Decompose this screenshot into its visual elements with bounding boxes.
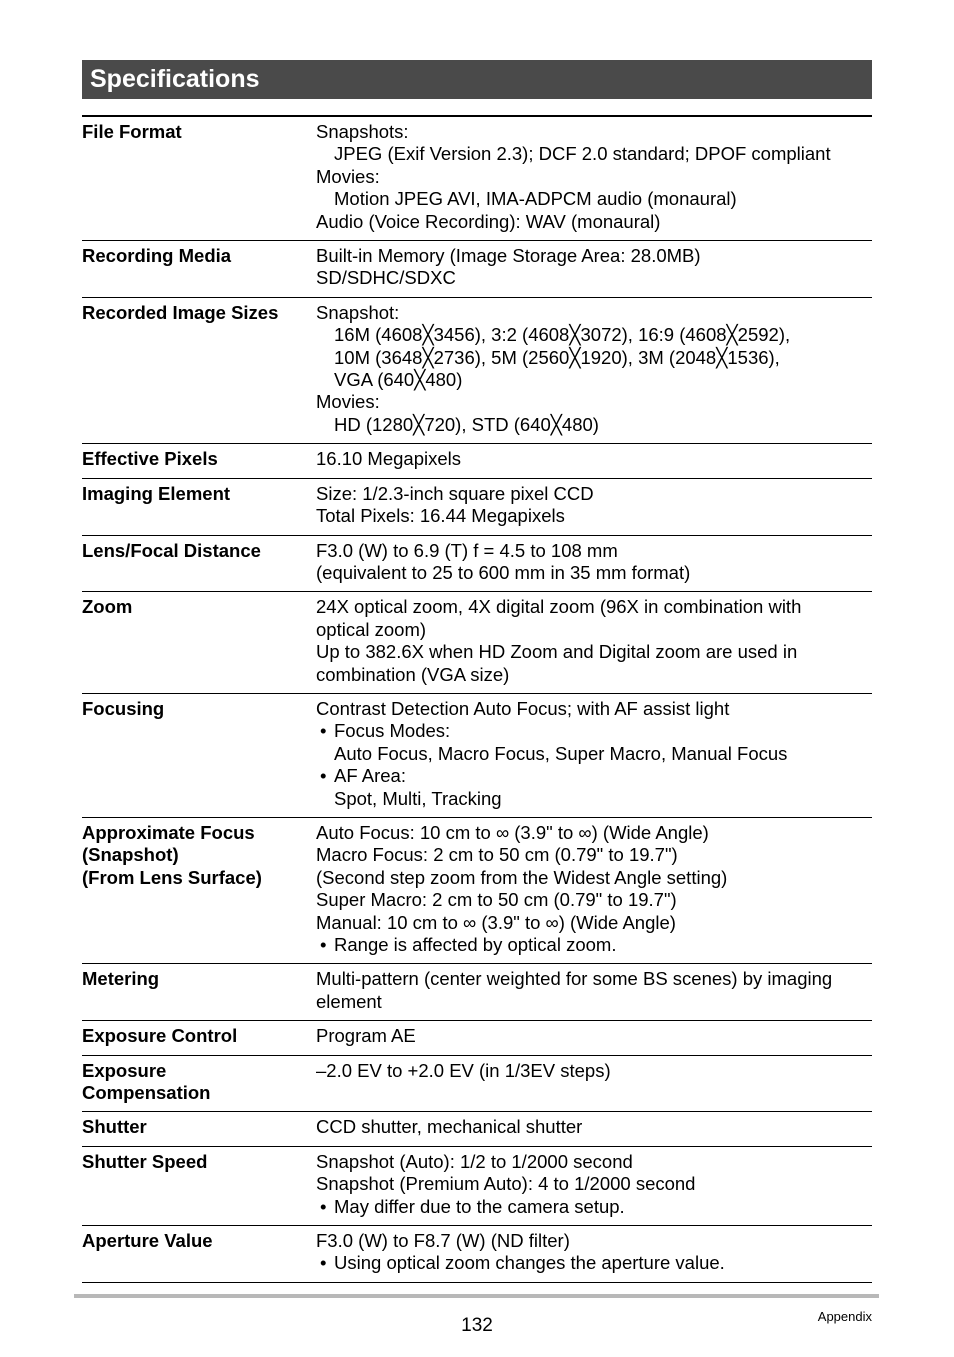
spec-value-line: JPEG (Exif Version 2.3); DCF 2.0 standard; DPOF compliant [334, 143, 831, 165]
spec-bullet-line: • May differ due to the camera setup. [316, 1196, 872, 1218]
spec-value [316, 1025, 872, 1047]
spec-label [82, 1025, 316, 1047]
spec-row [82, 1225, 872, 1282]
spec-label-line: Compensation [82, 1082, 211, 1104]
spec-label-line: File Format [82, 121, 182, 142]
spec-row [82, 817, 872, 963]
spec-value [316, 1116, 872, 1138]
spec-label [82, 1151, 316, 1218]
spec-label [82, 1060, 316, 1105]
spec-value-line: optical zoom) [316, 618, 427, 640]
spec-value-line: Macro Focus: 2 cm to 50 cm (0.79" to 19.7") [316, 844, 678, 866]
spec-value [316, 245, 872, 290]
spec-value-line: 16M (4608╳3456), 3:2 (4608╳3072), 16:9 (4608╳2592), [334, 324, 791, 346]
spec-label [82, 245, 316, 290]
spec-value [316, 1230, 872, 1275]
spec-value-line: Total Pixels: 16.44 Megapixels [316, 505, 565, 527]
spec-label-line: Exposure [82, 1059, 167, 1081]
spec-row [82, 591, 872, 693]
spec-value-line: Up to 382.6X when HD Zoom and Digital zoom are used in [316, 641, 798, 663]
spec-label-line: Imaging Element [82, 482, 231, 504]
spec-value-line: Motion JPEG AVI, IMA-ADPCM audio (monaural) [334, 188, 737, 210]
spec-label-line: Exposure Control [82, 1025, 238, 1047]
spec-row [82, 693, 872, 817]
spec-value [316, 1060, 872, 1105]
spec-bullet-line: • Using optical zoom changes the aperture value. [316, 1252, 872, 1274]
spec-label-line: Lens/Focal Distance [82, 539, 261, 561]
spec-value-line: Snapshot: [316, 301, 400, 323]
spec-value-line: F3.0 (W) to F8.7 (W) (ND filter) [316, 1230, 570, 1252]
spec-label [82, 1230, 316, 1275]
spec-label-line: Effective Pixels [82, 448, 218, 470]
spec-value-line: Spot, Multi, Tracking [334, 787, 502, 809]
spec-row [82, 115, 872, 240]
spec-row [82, 535, 872, 592]
spec-value-line: SD/SDHC/SDXC [316, 267, 456, 289]
section-header-bar [82, 60, 872, 99]
section-name: Appendix [817, 1309, 872, 1324]
spec-row [82, 1111, 872, 1145]
spec-value [316, 302, 872, 436]
spec-value-line: HD (1280╳720), STD (640╳480) [334, 413, 599, 435]
spec-value-line: Snapshots: [316, 121, 409, 142]
spec-value [316, 698, 872, 810]
spec-value [316, 483, 872, 528]
spec-label-line: Recording Media [82, 245, 232, 267]
spec-value [316, 968, 872, 1013]
spec-label [82, 540, 316, 585]
spec-value-line: Size: 1/2.3-inch square pixel CCD [316, 482, 594, 504]
spec-value [316, 121, 872, 233]
spec-row [82, 297, 872, 443]
spec-label [82, 448, 316, 470]
spec-label-line: Approximate Focus [82, 821, 255, 843]
spec-row [82, 1020, 872, 1054]
spec-value-line: Movies: [316, 391, 380, 413]
spec-value-line: Auto Focus, Macro Focus, Super Macro, Manual Focus [334, 742, 788, 764]
page-number: 132 [461, 1315, 493, 1336]
spec-value-line: Auto Focus: 10 cm to ∞ (3.9" to ∞) (Wide Angle) [316, 821, 709, 843]
spec-label-line: Shutter Speed [82, 1150, 208, 1172]
spec-value-line: (equivalent to 25 to 600 mm in 35 mm format) [316, 561, 691, 583]
spec-row [82, 240, 872, 297]
spec-value-line: Manual: 10 cm to ∞ (3.9" to ∞) (Wide Angle) [316, 911, 676, 933]
spec-value-line: Audio (Voice Recording): WAV (monaural) [316, 210, 661, 232]
spec-label [82, 596, 316, 686]
spec-label [82, 698, 316, 810]
spec-value [316, 1151, 872, 1218]
spec-bullet-line: • Range is affected by optical zoom. [316, 934, 872, 956]
specifications-table [82, 115, 872, 1283]
spec-label-line: Zoom [82, 596, 133, 618]
spec-label-line: Recorded Image Sizes [82, 301, 279, 323]
spec-value-line: combination (VGA size) [316, 663, 510, 685]
footer-divider [74, 1294, 879, 1298]
spec-label-line: Metering [82, 968, 160, 990]
spec-label-line: (Snapshot) [82, 844, 179, 866]
spec-bullet-line: • Focus Modes: [316, 720, 872, 742]
spec-row [82, 443, 872, 477]
spec-label [82, 302, 316, 436]
spec-value-line: F3.0 (W) to 6.9 (T) f = 4.5 to 108 mm [316, 539, 618, 561]
spec-row [82, 1055, 872, 1112]
spec-value [316, 448, 872, 470]
spec-value-line: Program AE [316, 1025, 416, 1047]
spec-value-line: –2.0 EV to +2.0 EV (in 1/3EV steps) [316, 1059, 611, 1081]
spec-value-line: 24X optical zoom, 4X digital zoom (96X in combination with [316, 596, 802, 618]
spec-label-line: Shutter [82, 1116, 147, 1138]
spec-value-line: element [316, 990, 382, 1012]
spec-row [82, 1146, 872, 1225]
spec-label [82, 483, 316, 528]
spec-value-line: VGA (640╳480) [334, 369, 463, 391]
spec-row [82, 963, 872, 1020]
spec-value-line: 10M (3648╳2736), 5M (2560╳1920), 3M (2048╳1536), [334, 346, 780, 368]
spec-value-line: Contrast Detection Auto Focus; with AF assist light [316, 697, 730, 719]
spec-label-line: Aperture Value [82, 1230, 213, 1252]
spec-label-line: (From Lens Surface) [82, 866, 262, 888]
spec-value [316, 822, 872, 956]
spec-value-line: (Second step zoom from the Widest Angle setting) [316, 866, 728, 888]
spec-value-line: CCD shutter, mechanical shutter [316, 1116, 583, 1138]
spec-row [82, 478, 872, 535]
page-title: Specifications [90, 65, 260, 93]
spec-label [82, 121, 316, 233]
spec-value-line: Built-in Memory (Image Storage Area: 28.0MB) [316, 245, 701, 267]
spec-value-line: Snapshot (Auto): 1/2 to 1/2000 second [316, 1150, 633, 1172]
spec-label [82, 968, 316, 1013]
spec-value-line: 16.10 Megapixels [316, 448, 462, 470]
spec-label [82, 1116, 316, 1138]
spec-bullet-line: • AF Area: [316, 765, 872, 787]
spec-value-line: Snapshot (Premium Auto): 4 to 1/2000 second [316, 1173, 696, 1195]
spec-value-line: Movies: [316, 165, 380, 187]
spec-value-line: Multi-pattern (center weighted for some BS scenes) by imaging [316, 968, 833, 990]
spec-value [316, 596, 872, 686]
spec-label [82, 822, 316, 956]
spec-label-line: Focusing [82, 697, 165, 719]
spec-value [316, 540, 872, 585]
spec-value-line: Super Macro: 2 cm to 50 cm (0.79" to 19.7") [316, 889, 677, 911]
